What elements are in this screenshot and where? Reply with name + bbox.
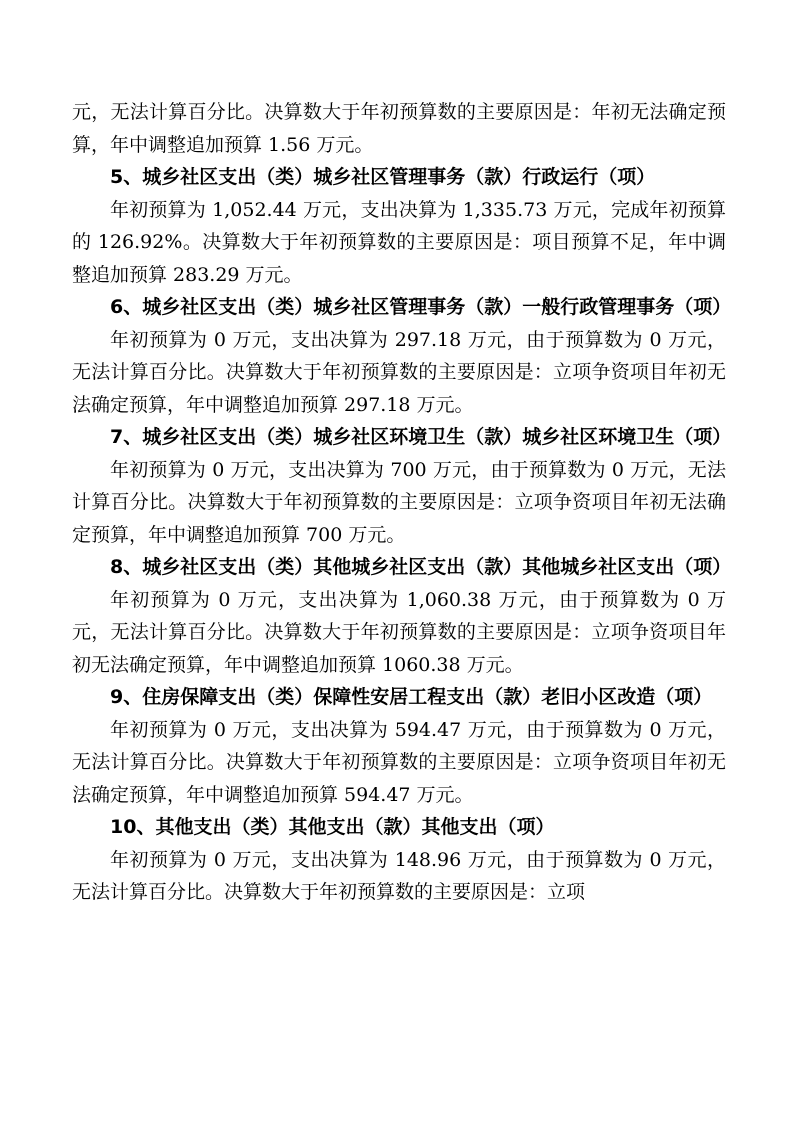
paragraph-5: 年初预算为 1,052.44 万元，支出决算为 1,335.73 万元，完成年初预算的 126.92%。决算数大于年初预算数的主要原因是：项目预算不足，年中调整追加预算 283.29 万元。 xyxy=(72,198,726,286)
section-heading-7: 7、城乡社区支出（类）城乡社区环境卫生（款）城乡社区环境卫生（项） xyxy=(110,426,732,448)
paragraph-continued: 元，无法计算百分比。决算数大于年初预算数的主要原因是：年初无法确定预算，年中调整追加预算 1.56 万元。 xyxy=(72,101,726,156)
section-heading-8: 8、城乡社区支出（类）其他城乡社区支出（款）其他城乡社区支出（项） xyxy=(110,556,732,578)
section-heading-6: 6、城乡社区支出（类）城乡社区管理事务（款）一般行政管理事务（项） xyxy=(110,296,732,318)
section-heading-10: 10、其他支出（类）其他支出（款）其他支出（项） xyxy=(110,816,555,838)
section-heading-5: 5、城乡社区支出（类）城乡社区管理事务（款）行政运行（项） xyxy=(110,166,656,188)
section-heading-9: 9、住房保障支出（类）保障性安居工程支出（款）老旧小区改造（项） xyxy=(110,686,713,708)
paragraph-10: 年初预算为 0 万元，支出决算为 148.96 万元，由于预算数为 0 万元，无法计算百分比。决算数大于年初预算数的主要原因是：立项 xyxy=(72,848,726,903)
document-page xyxy=(72,96,732,909)
paragraph-7: 年初预算为 0 万元，支出决算为 700 万元，由于预算数为 0 万元，无法计算百分比。决算数大于年初预算数的主要原因是：立项争资项目年初无法确定预算，年中调整追加预算 700 万元。 xyxy=(72,458,726,546)
paragraph-8: 年初预算为 0 万元，支出决算为 1,060.38 万元，由于预算数为 0 万元，无法计算百分比。决算数大于年初预算数的主要原因是：立项争资项目年初无法确定预算，年中调整追加预算 1060.38 万元。 xyxy=(72,588,726,676)
paragraph-9: 年初预算为 0 万元，支出决算为 594.47 万元，由于预算数为 0 万元，无法计算百分比。决算数大于年初预算数的主要原因是：立项争资项目年初无法确定预算，年中调整追加预算 594.47 万元。 xyxy=(72,718,726,806)
paragraph-6: 年初预算为 0 万元，支出决算为 297.18 万元，由于预算数为 0 万元，无法计算百分比。决算数大于年初预算数的主要原因是：立项争资项目年初无法确定预算，年中调整追加预算 297.18 万元。 xyxy=(72,328,726,416)
